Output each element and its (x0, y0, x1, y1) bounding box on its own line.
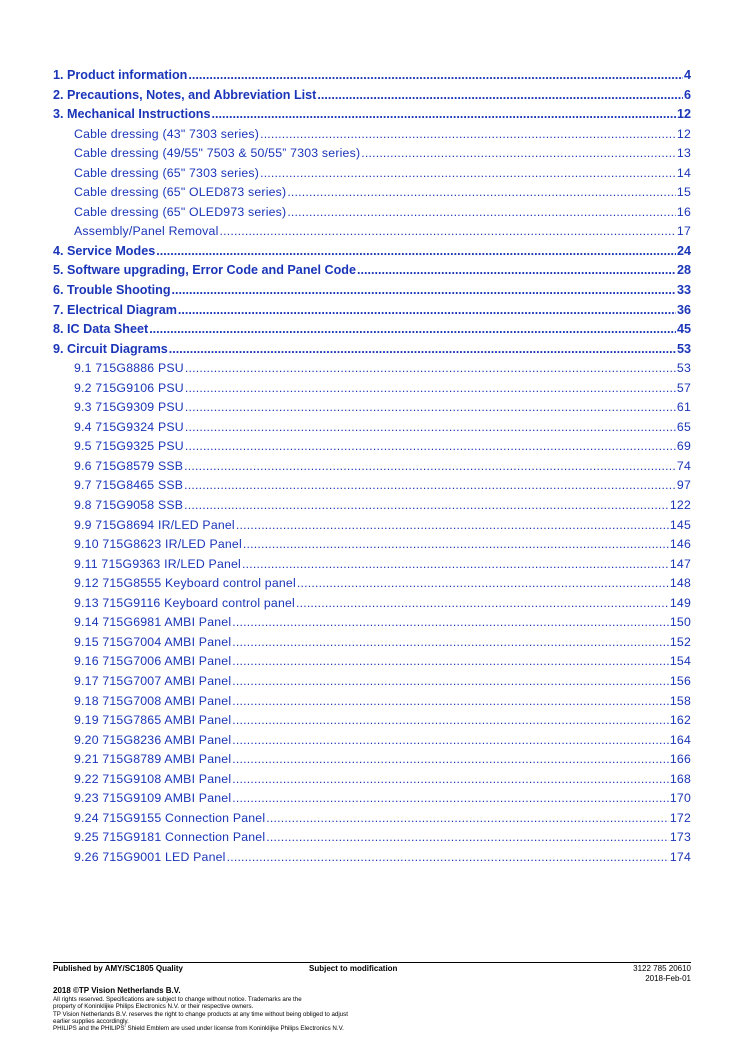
toc-page-number: 6 (683, 87, 691, 102)
toc-section-link[interactable] (53, 398, 691, 418)
legal-line: PHILIPS and the PHILIPS' Shield Emblem are used under license from Koninklijke Philips Electronics N.V. (53, 1025, 344, 1033)
toc-section-link[interactable] (53, 457, 691, 477)
toc-entry-label: Cable dressing (65" OLED973 series) (74, 204, 287, 219)
toc-entry-label: 9.23 715G9109 AMBI Panel (74, 791, 232, 806)
toc-section-link[interactable] (53, 437, 691, 457)
toc-dot-leader (361, 144, 676, 164)
toc-page-number: 12 (676, 126, 691, 141)
published-by: Published by AMY/SC1805 Quality (53, 964, 183, 973)
toc-section-link[interactable] (53, 535, 691, 555)
toc-dot-leader (156, 242, 676, 262)
toc-section-link[interactable] (53, 692, 691, 712)
toc-entry-label: 9.26 715G9001 LED Panel (74, 849, 226, 864)
toc-dot-leader (185, 398, 676, 418)
toc-entry-label: 9.21 715G8789 AMBI Panel (74, 752, 232, 767)
toc-page-number: 53 (676, 341, 691, 356)
toc-section-link[interactable] (53, 418, 691, 438)
toc-section-link[interactable] (53, 476, 691, 496)
toc-dot-leader (220, 222, 676, 242)
legal-line: earlier supplies accordingly. (53, 1017, 129, 1025)
toc-entry-label: 9.17 715G7007 AMBI Panel (74, 673, 232, 688)
toc-page-number: 97 (676, 478, 691, 493)
toc-dot-leader (232, 633, 669, 653)
toc-dot-leader (242, 555, 669, 575)
toc-chapter-link[interactable] (53, 340, 691, 360)
toc-dot-leader (232, 672, 669, 692)
toc-entry-label: 9.16 715G7006 AMBI Panel (74, 654, 232, 669)
toc-entry-label: 5. Software upgrading, Error Code and Panel Code (53, 263, 356, 278)
toc-chapter-link[interactable] (53, 242, 691, 262)
toc-page-number: 158 (669, 693, 691, 708)
toc-dot-leader (260, 125, 676, 145)
toc-entry-label: 9.3 715G9309 PSU (74, 400, 184, 415)
toc-entry-label: 9.18 715G7008 AMBI Panel (74, 693, 232, 708)
toc-entry-label: 9.2 715G9106 PSU (74, 380, 184, 395)
toc-dot-leader (185, 379, 676, 399)
footer-top-line (53, 964, 691, 974)
toc-page-number: 168 (669, 771, 691, 786)
toc-dot-leader (287, 183, 676, 203)
toc-dot-leader (227, 848, 669, 868)
toc-section-link[interactable] (53, 789, 691, 809)
toc-entry-label: 8. IC Data Sheet (53, 322, 149, 337)
toc-page-number: 28 (676, 263, 691, 278)
toc-page-number: 13 (676, 146, 691, 161)
toc-chapter-link[interactable] (53, 105, 691, 125)
toc-page-number: 145 (669, 517, 691, 532)
toc-section-link[interactable] (53, 496, 691, 516)
legal-notice (53, 996, 691, 1032)
toc-page-number: 4 (683, 68, 691, 82)
toc-dot-leader (149, 320, 676, 340)
toc-entry-label: Assembly/Panel Removal (74, 224, 219, 239)
toc-entry-label: 9.14 715G6981 AMBI Panel (74, 615, 232, 630)
toc-dot-leader (243, 535, 669, 555)
toc-page-number: 162 (669, 713, 691, 728)
toc-dot-leader (317, 86, 683, 106)
toc-section-link[interactable] (53, 555, 691, 575)
toc-entry-label: 9.8 715G9058 SSB (74, 498, 184, 513)
toc-page-number: 65 (676, 419, 691, 434)
footer-rule (53, 962, 691, 963)
toc-dot-leader (188, 66, 683, 86)
toc-section-link[interactable] (53, 828, 691, 848)
toc-dot-leader (266, 809, 669, 829)
toc-entry-label: 2. Precautions, Notes, and Abbreviation List (53, 87, 317, 102)
toc-section-link[interactable] (53, 750, 691, 770)
toc-page-number: 45 (676, 322, 691, 337)
toc-section-link[interactable] (53, 164, 691, 184)
toc-page-number: 36 (676, 302, 691, 317)
toc-entry-label: 7. Electrical Diagram (53, 302, 177, 317)
toc-dot-leader (232, 711, 669, 731)
copyright-notice: 2018 ©TP Vision Netherlands B.V. (53, 986, 181, 995)
toc-chapter-link[interactable] (53, 261, 691, 281)
toc-section-link[interactable] (53, 183, 691, 203)
toc-page-number: 164 (669, 732, 691, 747)
toc-section-link[interactable] (53, 711, 691, 731)
toc-entry-label: 9.25 715G9181 Connection Panel (74, 830, 266, 845)
table-of-contents (53, 66, 691, 867)
toc-entry-label: 9.1 715G8886 PSU (74, 361, 184, 376)
toc-dot-leader (232, 731, 669, 751)
toc-chapter-link[interactable] (53, 66, 691, 86)
toc-dot-leader (184, 496, 669, 516)
toc-section-link[interactable] (53, 379, 691, 399)
toc-dot-leader (232, 750, 669, 770)
toc-page-number: 69 (676, 439, 691, 454)
legal-line: property of Koninklijke Philips Electronics N.V. or their respective owners. (53, 1003, 254, 1011)
toc-entry-label: 9.19 715G7865 AMBI Panel (74, 713, 232, 728)
toc-section-link[interactable] (53, 125, 691, 145)
toc-chapter-link[interactable] (53, 281, 691, 301)
toc-section-link[interactable] (53, 731, 691, 751)
toc-entry-label: 9.13 715G9116 Keyboard control panel (74, 595, 295, 610)
toc-page-number: 33 (676, 283, 691, 298)
toc-entry-label: Cable dressing (49/55" 7503 & 50/55” 7303 series) (74, 146, 361, 161)
toc-section-link[interactable] (53, 203, 691, 223)
toc-dot-leader (296, 594, 669, 614)
toc-dot-leader (169, 340, 676, 360)
toc-page-number: 150 (669, 615, 691, 630)
toc-page-number: 170 (669, 791, 691, 806)
toc-dot-leader (184, 476, 676, 496)
toc-page-number: 174 (669, 849, 691, 864)
toc-page-number: 152 (669, 634, 691, 649)
toc-page-number: 149 (669, 595, 691, 610)
toc-dot-leader (260, 164, 676, 184)
toc-entry-label: Cable dressing (65" OLED873 series) (74, 185, 287, 200)
toc-section-link[interactable] (53, 672, 691, 692)
toc-entry-label: 9.20 715G8236 AMBI Panel (74, 732, 232, 747)
toc-entry-label: 6. Trouble Shooting (53, 283, 171, 298)
toc-page-number: 24 (676, 243, 691, 258)
toc-page-number: 147 (669, 556, 691, 571)
toc-entry-label: 9.11 715G9363 IR/LED Panel (74, 556, 241, 571)
toc-page-number: 53 (676, 361, 691, 376)
toc-dot-leader (172, 281, 676, 301)
toc-page-number: 122 (669, 498, 691, 513)
toc-entry-label: 9.10 715G8623 IR/LED Panel (74, 537, 242, 552)
toc-section-link[interactable] (53, 809, 691, 829)
toc-section-link[interactable] (53, 144, 691, 164)
toc-entry-label: Cable dressing (43" 7303 series) (74, 126, 260, 141)
toc-entry-label: 9.4 715G9324 PSU (74, 419, 184, 434)
page-footer (53, 962, 691, 1032)
toc-page-number: 12 (676, 107, 691, 122)
toc-dot-leader (236, 516, 669, 536)
toc-entry-label: 9.15 715G7004 AMBI Panel (74, 634, 232, 649)
toc-dot-leader (211, 105, 676, 125)
toc-dot-leader (232, 692, 669, 712)
toc-dot-leader (184, 457, 676, 477)
toc-page-number: 14 (676, 165, 691, 180)
toc-entry-label: 9.24 715G9155 Connection Panel (74, 810, 266, 825)
toc-section-link[interactable] (53, 516, 691, 536)
toc-section-link[interactable] (53, 633, 691, 653)
publication-date: 2018-Feb-01 (645, 974, 691, 983)
toc-page-number: 15 (676, 185, 691, 200)
toc-page-number: 74 (676, 458, 691, 473)
toc-section-link[interactable] (53, 594, 691, 614)
toc-dot-leader (232, 770, 669, 790)
toc-section-link[interactable] (53, 848, 691, 868)
toc-dot-leader (287, 203, 676, 223)
toc-section-link[interactable] (53, 359, 691, 379)
toc-chapter-link[interactable] (53, 86, 691, 106)
subject-to-modification: Subject to modification (309, 964, 398, 973)
toc-chapter-link[interactable] (53, 320, 691, 340)
toc-dot-leader (185, 359, 676, 379)
toc-dot-leader (357, 261, 676, 281)
toc-entry-label: 9.7 715G8465 SSB (74, 478, 184, 493)
toc-section-link[interactable] (53, 652, 691, 672)
toc-dot-leader (232, 613, 669, 633)
toc-entry-label: 4. Service Modes (53, 243, 156, 258)
toc-page-number: 148 (669, 576, 691, 591)
toc-page-number: 61 (676, 400, 691, 415)
toc-entry-label: 1. Product information (53, 68, 188, 82)
toc-section-link[interactable] (53, 222, 691, 242)
toc-section-link[interactable] (53, 613, 691, 633)
toc-page-number: 17 (676, 224, 691, 239)
toc-entry-label: 9.5 715G9325 PSU (74, 439, 184, 454)
toc-dot-leader (178, 301, 676, 321)
toc-entry-label: 9.6 715G8579 SSB (74, 458, 184, 473)
toc-chapter-link[interactable] (53, 301, 691, 321)
toc-dot-leader (232, 789, 669, 809)
toc-page-number: 154 (669, 654, 691, 669)
legal-line: All rights reserved. Specifications are subject to change without notice. Trademarks are the (53, 996, 302, 1003)
toc-dot-leader (297, 574, 669, 594)
toc-dot-leader (185, 418, 676, 438)
toc-page-number: 173 (669, 830, 691, 845)
toc-entry-label: 3. Mechanical Instructions (53, 107, 211, 122)
toc-section-link[interactable] (53, 574, 691, 594)
legal-line: TP Vision Netherlands B.V. reserves the right to change products at any time without being obliged to adjust (53, 1010, 348, 1018)
toc-entry-label: 9.22 715G9108 AMBI Panel (74, 771, 232, 786)
toc-entry-label: Cable dressing (65" 7303 series) (74, 165, 260, 180)
toc-entry-label: 9.12 715G8555 Keyboard control panel (74, 576, 296, 591)
toc-dot-leader (185, 437, 676, 457)
toc-dot-leader (266, 828, 669, 848)
toc-page-number: 16 (676, 204, 691, 219)
toc-page-number: 166 (669, 752, 691, 767)
toc-section-link[interactable] (53, 770, 691, 790)
toc-page-number: 57 (676, 380, 691, 395)
toc-entry-label: 9. Circuit Diagrams (53, 341, 168, 356)
document-number: 3122 785 20610 (633, 964, 691, 973)
toc-page-number: 146 (669, 537, 691, 552)
toc-page-number: 172 (669, 810, 691, 825)
toc-dot-leader (232, 652, 669, 672)
toc-page-number: 156 (669, 673, 691, 688)
toc-entry-label: 9.9 715G8694 IR/LED Panel (74, 517, 235, 532)
